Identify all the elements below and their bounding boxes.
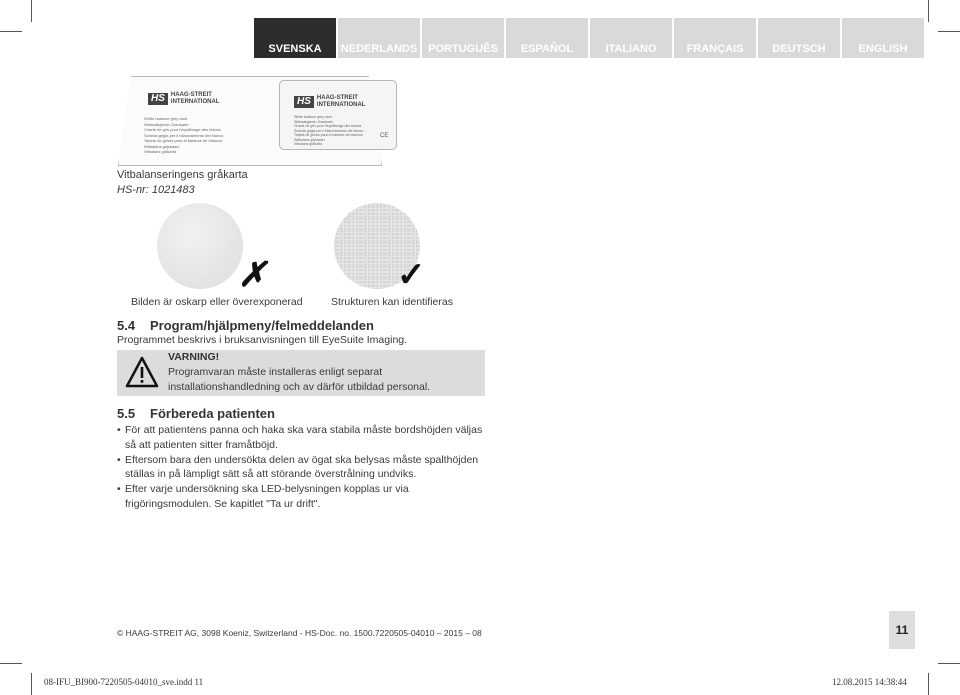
logo: HS HAAG-STREIT INTERNATIONAL [148,92,219,106]
crop-mark [31,673,32,695]
warning-triangle-icon [125,356,159,388]
list-item: • Eftersom bara den undersökta delen av ögat ska belysas måste spalthöjden ställas in på lämpligt sätt så att störande överstrålning undviks. [117,453,487,483]
warning-title: VARNING! [168,351,220,363]
figure-caption-hs-number: HS-nr: 1021483 [117,184,195,196]
warning-box [117,350,485,396]
cross-icon: ✗ [238,256,267,294]
section-heading-5-5: 5.5 Förbereda patienten [117,406,275,421]
grey-card-illustration [112,76,402,166]
logo: HS HAAG-STREIT INTERNATIONAL [294,95,365,109]
crop-mark [938,663,960,664]
tab-nederlands[interactable]: NEDERLANDS [338,18,420,58]
figure-caption-title: Vitbalanseringens gråkarta [117,169,248,181]
good-example-caption: Strukturen kan identifieras [331,296,453,308]
print-slug-date: 12.08.2015 14:38:44 [832,677,907,687]
bad-example-caption: Bilden är oskarp eller överexponerad [131,296,303,308]
warning-text: Programvaran måste installeras enligt separat installationshandledning och av därför utbildad personal. [168,366,431,393]
section-5-4-text: Programmet beskrivs i bruksanvisningen till EyeSuite Imaging. [117,334,408,346]
tab-portugues[interactable]: PORTUGUÊS [422,18,504,58]
crop-mark [938,31,960,32]
crop-mark [928,0,929,22]
grey-card-flat [279,80,397,150]
patient-preparation-list [117,423,487,512]
crop-mark [0,31,22,32]
list-item: • För att patientens panna och haka ska vara stabila måste bordshöjden väljas så att patienten sitter framåtböjd. [117,423,487,453]
crop-mark [31,0,32,22]
print-slug-file: 08-IFU_BI900-7220505-04010_sve.indd 11 [44,677,204,687]
card-text: White balance grey card Weissabgleich Graukarte Charte de gris pour l'équilibrage des blancs Scheda grigia per il bilanciamento del bianco Tarjeta de grises para el balance de blancos Witbalans grijskaart Vitbalans gråkarta [294,115,364,146]
list-item: • Efter varje undersökning ska LED-belysningen kopplas ur via frigöringsmodulen. Se kapitlet "Ta ur drift". [117,482,487,512]
checkmark-icon: ✓ [397,256,426,294]
tab-deutsch[interactable]: DEUTSCH [758,18,840,58]
language-tabs [254,18,926,58]
tab-english[interactable]: ENGLISH [842,18,924,58]
blurred-image-example [157,203,243,289]
crop-mark [0,663,22,664]
page-number: 11 [889,611,915,649]
tab-italiano[interactable]: ITALIANO [590,18,672,58]
footer-copyright: © HAAG-STREIT AG, 3098 Koeniz, Switzerland - HS-Doc. no. 1500.7220505-04010 – 2015 – 08 [117,628,482,638]
tab-espanol[interactable]: ESPAÑOL [506,18,588,58]
card-text: White balance grey card Weissabgleich Graukarte Charte de gris pour l'équilibrage des blancs Scheda grigia per il bilanciamento del bianco Tarjeta de grises para el balance de blancos Witbalans grijskaart Vitbalans gråkarta [144,116,224,154]
tab-svenska[interactable]: SVENSKA [254,18,336,58]
crop-mark [928,673,929,695]
section-heading-5-4: 5.4 Program/hjälpmeny/felmeddelanden [117,318,374,333]
tab-francais[interactable]: FRANÇAIS [674,18,756,58]
ce-mark: CE [380,133,389,139]
